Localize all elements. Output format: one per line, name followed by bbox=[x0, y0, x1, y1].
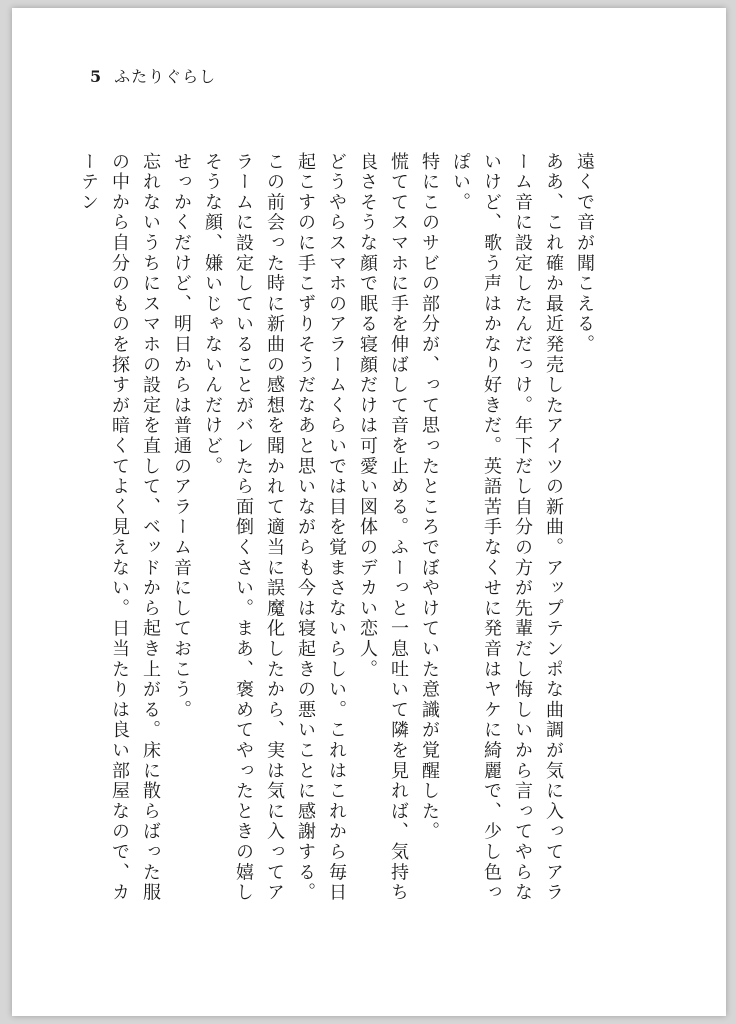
body-text bbox=[78, 152, 600, 912]
running-title: ふたりぐらし bbox=[114, 67, 217, 86]
paragraph: ああ、これ確か最近発売したアイツの新曲。アップテンポな曲調が気に入ってアラーム音に設定したんだっけ。年下だし自分の方が先輩だし悔しいから言ってやらないけど、歌う声はかなり好きだ。英語苦手なくせに発音はヤケに綺麗で、少し色っぽい。 bbox=[450, 152, 564, 904]
paragraph: 遠くで音が聞こえる。 bbox=[574, 152, 595, 355]
paragraph: 特にこのサビの部分が、って思ったところでぼやけていた意識が覚醒した。 bbox=[419, 152, 440, 843]
paragraph: せっかくだけど、明日からは普通のアラーム音にしておこう。 bbox=[171, 152, 192, 721]
paragraph: 慌ててスマホに手を伸ばして音を止める。ふーっと一息吐いて隣を見れば、気持ち良さそうな顔で眠る寝顔だけは可愛い図体のデカい恋人。 bbox=[357, 152, 409, 904]
running-header bbox=[90, 64, 216, 87]
book-page bbox=[12, 8, 726, 1016]
paragraph: 忘れないうちにスマホの設定を直して、ベッドから起き上がる。床に散らばった服の中から自分のものを探すが暗くてよく見えない。日当たりは良い部屋なので、カーテン bbox=[78, 152, 161, 904]
paragraph: どうやらスマホのアラームくらいでは目を覚まさないらしい。これはこれから毎日起こすのに手こずりそうだなあと思いながらも今は寝起きの悪いことに感謝する。 bbox=[295, 152, 347, 904]
page-number: 5 bbox=[90, 67, 103, 86]
paragraph: この前会った時に新曲の感想を聞かれて適当に誤魔化したから、実は気に入ってアラームに設定していることがバレたら面倒くさい。まあ、褒めてやったときの嬉しそうな顔、嫌いじゃないんだけど。 bbox=[202, 152, 285, 904]
